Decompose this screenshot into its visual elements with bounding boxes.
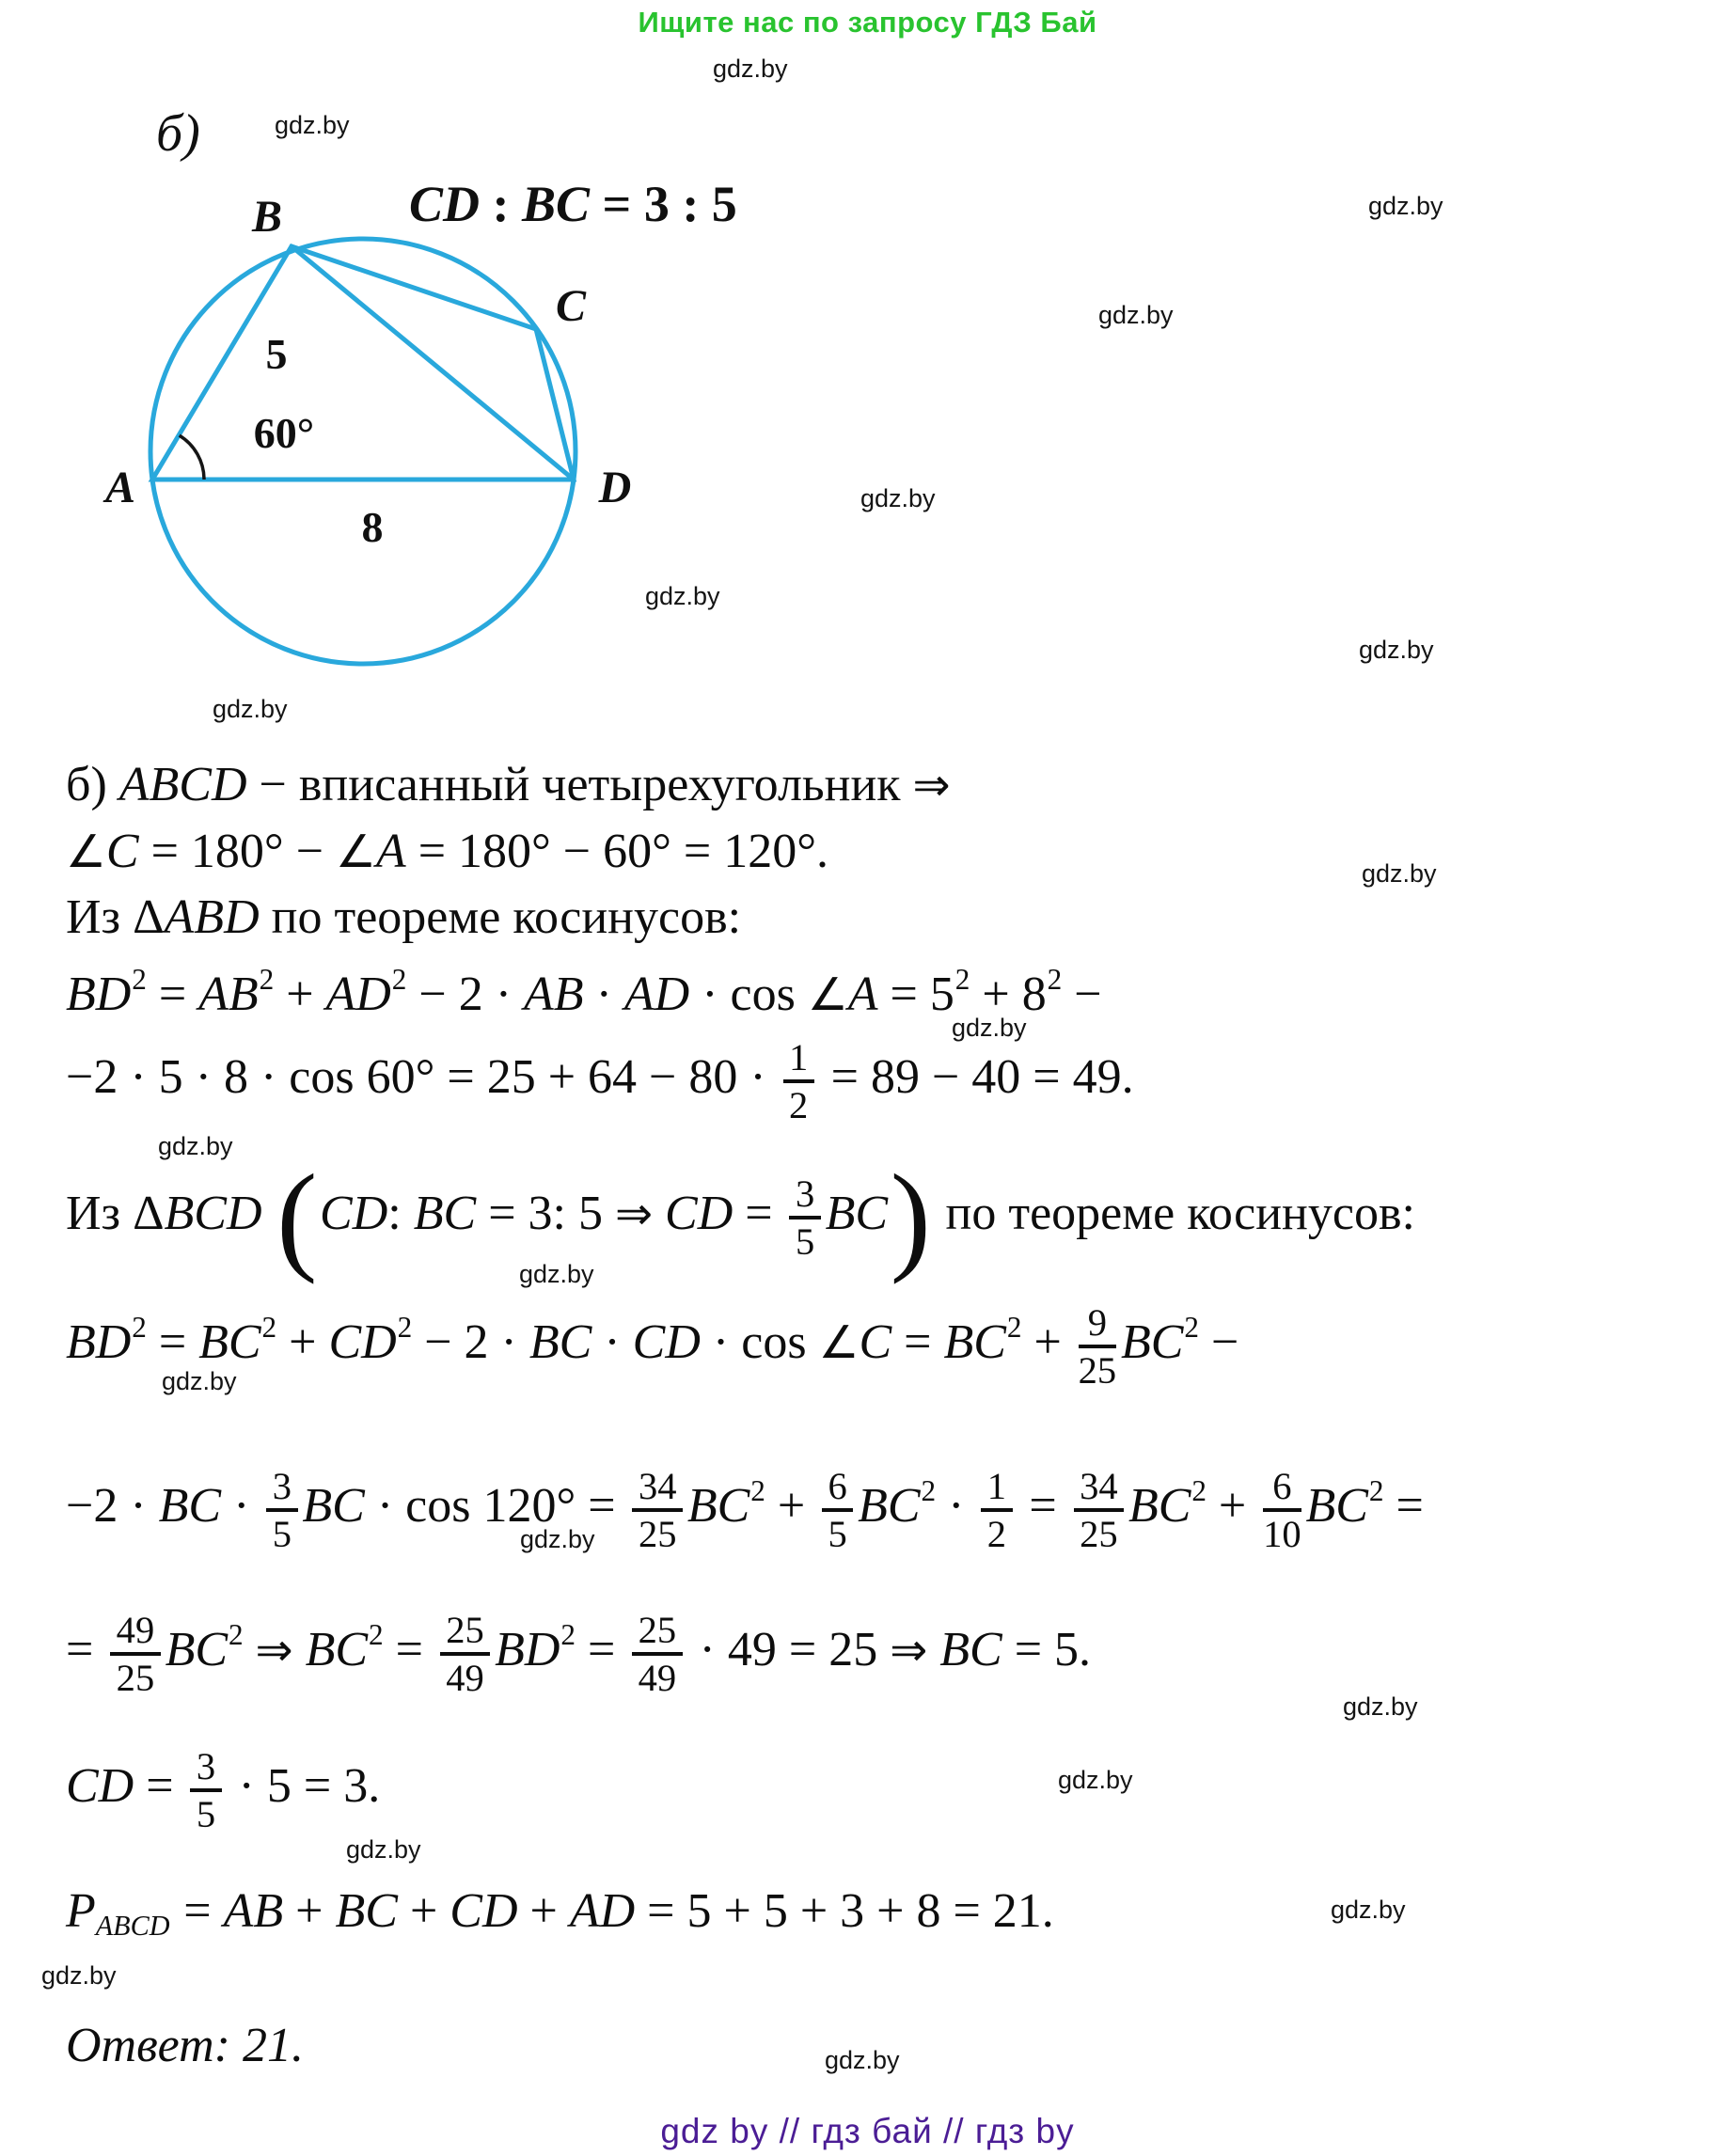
footer-site-links: gdz by // гдз бай // гдз by	[660, 2112, 1075, 2150]
math-token: ABCD	[95, 1910, 170, 1943]
math-token: ·	[221, 1478, 262, 1533]
math-token: +	[283, 1884, 336, 1938]
math-token: Из Δ	[66, 1187, 165, 1240]
math-token: AB	[198, 967, 259, 1021]
math-token: =	[146, 967, 199, 1021]
solution-line-5	[66, 1036, 1134, 1126]
math-token: 2	[368, 1618, 384, 1651]
math-token: AD	[569, 1884, 636, 1938]
gdz-watermark: gdz.by	[952, 1014, 1027, 1042]
fraction: $\frac{3}{5}$	[789, 1173, 820, 1262]
math-token: 2	[391, 963, 407, 996]
solution-line-1	[66, 757, 951, 813]
math-token: BC	[1121, 1314, 1184, 1369]
math-token: − 2 ·	[412, 1314, 529, 1369]
math-token: CD	[450, 1884, 518, 1938]
math-token: по теореме косинусов:	[933, 1187, 1415, 1240]
math-token: = 3: 5	[476, 1187, 615, 1240]
part-label: б)	[156, 104, 200, 163]
math-token: ·	[583, 967, 624, 1021]
gdz-watermark: gdz.by	[713, 55, 788, 83]
math-token: 2	[560, 1618, 576, 1651]
math-token: − вписанный четырехугольник	[246, 758, 913, 811]
gdz-watermark: gdz.by	[1098, 301, 1174, 329]
math-token: ABD	[164, 890, 260, 944]
fraction: $\frac{25}{49}$	[632, 1610, 683, 1698]
math-token: +	[274, 967, 326, 1021]
fraction: $\frac{1}{2}$	[783, 1037, 814, 1125]
math-token: +	[517, 1884, 570, 1938]
math-token: · 5 = 3.	[226, 1759, 381, 1813]
math-token: CD	[320, 1187, 388, 1240]
math-token: BCD	[164, 1187, 262, 1240]
math-token: BC	[413, 1187, 477, 1240]
math-token: BC	[522, 176, 591, 232]
math-token: · cos	[689, 967, 808, 1021]
math-token: ∠	[818, 1316, 860, 1369]
gdz-watermark: gdz.by	[1343, 1692, 1418, 1721]
math-token: BC	[858, 1478, 921, 1533]
gdz-watermark: gdz.by	[158, 1132, 233, 1160]
side-ad-length: 8	[361, 503, 384, 551]
math-token: 2	[1047, 963, 1063, 996]
solution-line-4	[66, 952, 1102, 1021]
math-token	[262, 1187, 275, 1240]
math-token: +	[276, 1314, 329, 1369]
math-token: C	[105, 825, 139, 878]
math-token: C	[859, 1314, 892, 1369]
math-token: :	[387, 1187, 414, 1240]
math-token: BC	[686, 1478, 750, 1533]
gdz-watermark: gdz.by	[1058, 1766, 1133, 1794]
gdz-watermark: gdz.by	[346, 1835, 421, 1864]
angle-a-value: 60°	[253, 409, 315, 457]
math-token: · cos 120° =	[364, 1478, 628, 1533]
math-token: −2 ·	[66, 1478, 159, 1533]
math-token	[293, 1623, 306, 1676]
math-token: AB	[524, 967, 584, 1021]
gdz-watermark: gdz.by	[41, 1961, 117, 1990]
math-token: 2	[954, 963, 970, 996]
math-token: BC	[302, 1478, 365, 1533]
solution-line-2	[66, 824, 828, 880]
math-token: CD	[665, 1187, 733, 1240]
gdz-watermark: gdz.by	[645, 582, 720, 610]
math-token: по теореме косинусов:	[259, 890, 742, 944]
math-token: =	[1017, 1478, 1069, 1533]
math-token: +	[397, 1884, 450, 1938]
math-token: = 5.	[1002, 1622, 1092, 1676]
math-token: BD	[66, 967, 132, 1021]
gdz-watermark: gdz.by	[825, 2046, 900, 2074]
math-token: = 5	[877, 967, 954, 1021]
math-token: ⇒	[614, 1188, 654, 1240]
vertex-label-d: D	[598, 463, 632, 512]
math-token: BD	[66, 1314, 132, 1369]
math-token: =	[891, 1314, 944, 1369]
math-token: ABCD	[118, 758, 247, 811]
math-token: 2	[397, 1311, 413, 1344]
math-token: ⇒	[890, 1624, 928, 1676]
math-token: A	[847, 967, 878, 1021]
math-token: BC	[825, 1187, 889, 1240]
solution-line-6: Из ΔBCD (CD: BC = 3: 5 ⇒ CD = $\frac{3}{5}$ BC) по теореме косинусов:	[66, 1150, 1415, 1286]
math-token: =	[383, 1622, 435, 1676]
fraction: $\frac{25}{49}$	[440, 1610, 491, 1698]
math-token: BC	[198, 1314, 261, 1369]
math-token: −	[1199, 1314, 1239, 1369]
fraction: $\frac{49}{25}$	[110, 1610, 161, 1698]
math-token: ∠	[807, 968, 848, 1021]
math-token: · 49 = 25	[686, 1622, 891, 1676]
fraction: $\frac{6}{5}$	[822, 1466, 853, 1554]
math-token: CD	[66, 1759, 134, 1813]
math-token: +	[1021, 1314, 1074, 1369]
math-token: ∠	[336, 826, 376, 878]
solution-line-12	[66, 2018, 304, 2074]
math-token: −2 · 5 · 8 · cos 60° = 25 + 64 − 80 ·	[66, 1050, 779, 1104]
diagonal-bd	[292, 246, 574, 480]
math-token: BC	[165, 1622, 229, 1676]
math-token: +	[765, 1478, 818, 1533]
math-token: = 3 : 5	[590, 176, 737, 232]
math-token: = 89 − 40 = 49.	[818, 1050, 1134, 1104]
promo-header: Ищите нас по запросу ГДЗ Бай	[638, 6, 1097, 39]
math-token: − 2 ·	[406, 967, 525, 1021]
math-token: 2	[259, 963, 275, 996]
math-token: ⇒	[255, 1624, 293, 1676]
gdz-watermark: gdz.by	[162, 1367, 237, 1395]
math-token: CD	[632, 1314, 701, 1369]
math-token: ∠	[66, 826, 106, 878]
fraction: $\frac{34}{25}$	[632, 1466, 683, 1554]
fraction: $\frac{6}{10}$	[1263, 1465, 1301, 1555]
math-token: = 180° − 60° = 120°.	[405, 825, 829, 878]
gdz-watermark: gdz.by	[860, 484, 936, 512]
math-token: Из Δ	[66, 890, 165, 944]
math-token: BC	[528, 1314, 592, 1369]
gdz-watermark: gdz.by	[1331, 1896, 1406, 1924]
vertex-label-b: B	[251, 192, 283, 242]
math-token: =	[171, 1884, 224, 1938]
gdz-watermark: gdz.by	[1359, 636, 1434, 664]
circle-diagram	[38, 122, 771, 696]
math-token: =	[66, 1622, 106, 1676]
math-token: BC	[1305, 1478, 1368, 1533]
vertex-label-a: A	[104, 463, 136, 512]
math-token: ⇒	[912, 760, 951, 811]
gdz-watermark: gdz.by	[275, 111, 350, 139]
math-token: BC	[943, 1314, 1006, 1369]
math-token: =	[146, 1314, 199, 1369]
math-token: = 5 + 5 + 3 + 8 = 21.	[635, 1884, 1054, 1938]
math-token: 2	[1184, 1311, 1199, 1344]
vertex-label-c: C	[555, 281, 587, 331]
math-token: ·	[936, 1478, 977, 1533]
math-token: 2	[750, 1474, 765, 1507]
math-token: A	[375, 825, 406, 878]
math-token: 2	[1368, 1474, 1384, 1507]
math-token: = 180° −	[138, 825, 337, 878]
math-token: +	[1206, 1478, 1259, 1533]
fraction: $\frac{34}{25}$	[1074, 1466, 1125, 1554]
math-token: −	[1062, 967, 1102, 1021]
math-token: 2	[1006, 1311, 1022, 1344]
gdz-watermark: gdz.by	[213, 695, 288, 723]
math-token: BC	[158, 1478, 222, 1533]
fraction: $\frac{1}{2}$	[981, 1466, 1012, 1554]
math-token: 2	[132, 963, 147, 996]
math-token: BC	[335, 1884, 398, 1938]
math-token: :	[480, 176, 522, 232]
math-token: =	[134, 1759, 186, 1813]
math-token: BC	[305, 1622, 369, 1676]
quadrilateral-abcd	[152, 246, 574, 480]
fraction: $\frac{3}{5}$	[190, 1746, 221, 1834]
side-ab-length: 5	[265, 330, 288, 378]
math-token: BC	[1128, 1478, 1191, 1533]
math-token: CD	[328, 1314, 397, 1369]
gdz-watermark: gdz.by	[520, 1525, 595, 1553]
math-token: AB	[223, 1884, 284, 1938]
math-token: CD	[409, 176, 481, 232]
math-token: BC	[939, 1622, 1002, 1676]
gdz-watermark: gdz.by	[519, 1260, 594, 1288]
math-token: Ответ: 21.	[66, 2019, 304, 2072]
fraction: $\frac{9}{25}$	[1078, 1301, 1117, 1392]
math-token: 2	[261, 1311, 277, 1344]
math-token: 2	[132, 1311, 147, 1344]
solution-line-9	[66, 1607, 1092, 1699]
angle-arc	[180, 435, 204, 480]
solution-line-3	[66, 889, 741, 946]
gdz-watermark: gdz.by	[1362, 859, 1437, 888]
math-token: =	[733, 1187, 785, 1240]
math-token: 2	[1191, 1474, 1207, 1507]
math-token: 2	[228, 1618, 244, 1651]
math-token: б)	[66, 758, 119, 811]
math-token: BD	[495, 1622, 560, 1676]
math-token	[927, 1623, 939, 1676]
math-token: 2	[921, 1474, 937, 1507]
solution-line-10	[66, 1745, 381, 1835]
math-token: =	[575, 1622, 628, 1676]
math-token: + 8	[970, 967, 1047, 1021]
math-token	[653, 1187, 665, 1240]
math-token: AD	[325, 967, 391, 1021]
math-token: ·	[591, 1314, 633, 1369]
solution-line-11	[66, 1883, 1054, 1943]
math-token	[244, 1623, 256, 1676]
fraction: $\frac{3}{5}$	[266, 1466, 297, 1554]
math-token: · cos	[700, 1314, 819, 1369]
math-token: P	[66, 1884, 96, 1938]
math-token: AD	[623, 967, 690, 1021]
math-token: =	[1383, 1478, 1424, 1533]
gdz-watermark: gdz.by	[1368, 192, 1443, 220]
